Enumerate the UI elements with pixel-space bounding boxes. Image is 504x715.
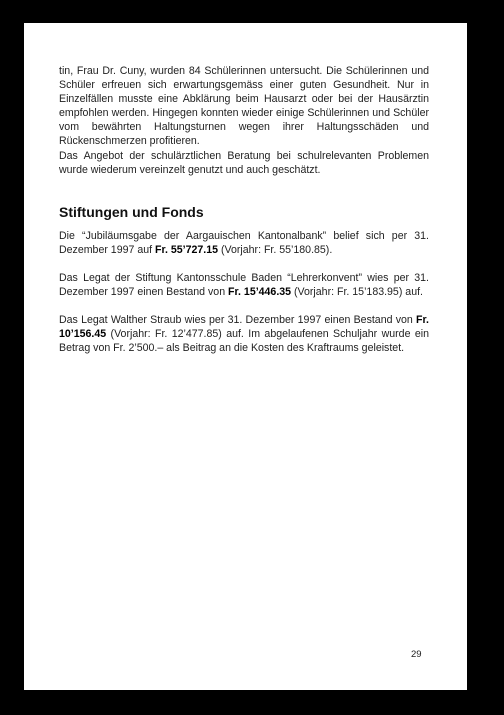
paragraph-jubilaeumsgabe	[59, 229, 429, 257]
paragraph-text: (Vorjahr: Fr. 55’180.85).	[218, 243, 333, 256]
page-content	[59, 64, 429, 369]
paragraph-text: Die “Jubiläumsgabe der Aargauischen Kantonalbank” belief sich per 31. Dezember 1997 auf	[59, 229, 429, 256]
paragraph-text: (Vorjahr: Fr. 15’183.95) auf.	[291, 286, 423, 299]
document-page	[24, 23, 467, 690]
amount-value: Fr. 55’727.15	[155, 243, 219, 256]
page-number: 29	[411, 649, 422, 660]
intro-paragraph: tin, Frau Dr. Cuny, wurden 84 Schülerinnen untersucht. Die Schülerinnen und Schüler erfreuen sich erwartungsgemäss einer guten Gesundheit. Nur in Einzelfällen musste eine Abklärung beim Hausarzt oder bei der Hausärztin empfohlen werden. Hingegen konnten wieder einige Schülerinnen und Schüler vom bewährten Haltungsturnen wegen ihrer Haltungsschäden und Rückenschmerzen profitieren.	[59, 65, 429, 148]
paragraph-text: Das Legat Walther Straub wies per 31. Dezember 1997 einen Bestand von	[59, 314, 417, 327]
amount-value: Fr. 10’156.45	[59, 314, 429, 341]
paragraph-text: Das Legat der Stiftung Kantonsschule Baden “Lehrerkonvent” wies per 31. Dezember 1997 einen Bestand von	[59, 271, 429, 299]
amount-value: Fr. 15’446.35	[228, 286, 292, 299]
paragraph-straub	[59, 313, 429, 355]
paragraph-lehrerkonvent	[59, 271, 429, 299]
paragraph-text: (Vorjahr: Fr. 12’477.85) auf. Im abgelaufenen Schuljahr wurde ein Betrag von Fr. 2’500.– als Beitrag an die Kosten des Kraftraums geleistet.	[59, 328, 429, 355]
intro-paragraph-2: Das Angebot der schulärztlichen Beratung bei schulrelevanten Problemen wurde wiederum vereinzelt genutzt und auch geschätzt.	[59, 149, 429, 176]
section-heading: Stiftungen und Fonds	[59, 203, 204, 220]
